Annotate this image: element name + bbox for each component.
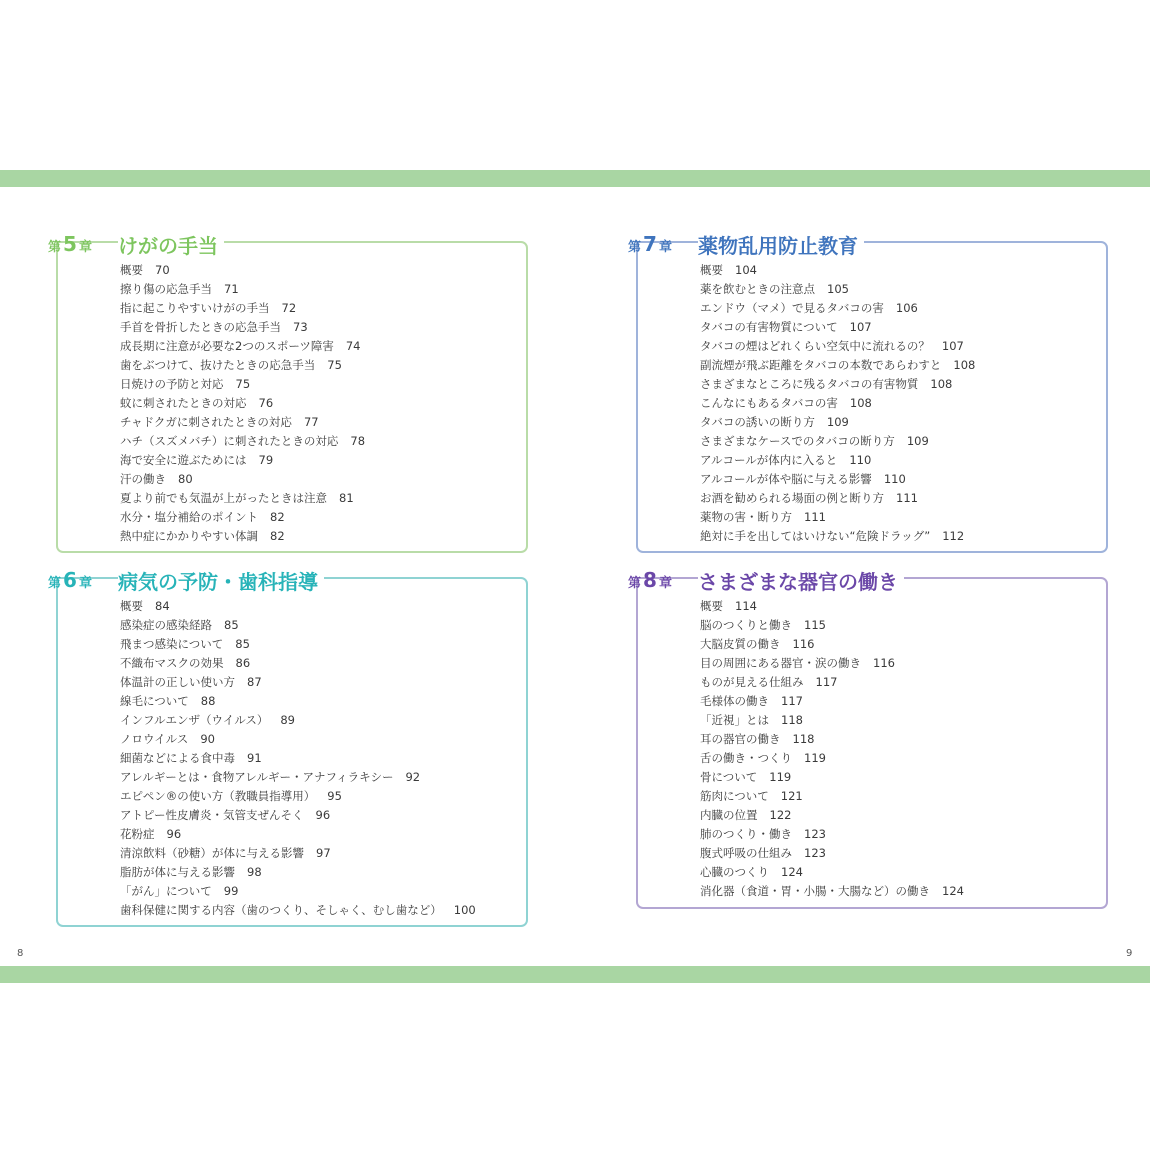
toc-entry-title: 蚊に刺されたときの対応: [120, 396, 247, 410]
toc-entry-title: 不織布マスクの効果: [120, 656, 224, 670]
toc-entry[interactable]: [700, 635, 964, 654]
toc-entry-title: 消化器（食道・胃・小腸・大腸など）の働き: [700, 884, 930, 898]
toc-entry-page: 117: [815, 675, 838, 689]
toc-entry-page: 114: [735, 599, 757, 613]
toc-entry-page: 92: [405, 770, 421, 784]
toc-entry-title: 心臓のつくり: [700, 865, 769, 879]
toc-entry-page: 85: [224, 618, 239, 632]
bottom-green-band: [0, 966, 1150, 983]
toc-entry-title: アレルギーとは・食物アレルギー・アナフィラキシー: [120, 770, 394, 784]
toc-entry-page: 121: [780, 789, 803, 803]
toc-entry-title: 指に起こりやすいけがの手当: [120, 301, 270, 315]
toc-entry-page: 72: [281, 301, 297, 315]
chapter-6-list: [120, 597, 476, 920]
toc-entry-page: 109: [906, 434, 929, 448]
toc-entry-title: 海で安全に遊ぶためには: [120, 453, 247, 467]
toc-entry-title: 「近視」とは: [700, 713, 769, 727]
toc-entry-page: 84: [155, 599, 170, 613]
toc-entry-title: アトピー性皮膚炎・気管支ぜんそく: [120, 808, 304, 822]
toc-entry-title: お酒を勧められる場面の例と断り方: [700, 491, 884, 505]
toc-entry-title: 目の周囲にある器官・涙の働き: [700, 656, 861, 670]
toc-entry-page: 116: [792, 637, 815, 651]
toc-entry-page: 82: [270, 529, 285, 543]
toc-entry-page: 76: [258, 396, 274, 410]
toc-entry[interactable]: [120, 730, 476, 749]
toc-entry[interactable]: [120, 806, 476, 825]
toc-entry-page: 79: [258, 453, 274, 467]
toc-entry-title: 線毛について: [120, 694, 189, 708]
chapter-suffix: 章: [658, 576, 672, 591]
toc-entry-title: タバコの煙はどれくらい空気中に流れるの？: [700, 339, 930, 353]
toc-entry-title: さまざまなケースでのタバコの断り方: [700, 434, 895, 448]
toc-entry-page: 109: [826, 415, 849, 429]
toc-entry-title: 細菌などによる食中毒: [120, 751, 235, 765]
toc-entry[interactable]: [120, 470, 365, 489]
toc-entry-page: 118: [781, 713, 803, 727]
toc-entry[interactable]: [120, 882, 476, 901]
toc-entry[interactable]: [120, 451, 365, 470]
toc-entry[interactable]: [120, 432, 365, 451]
toc-entry-page: 116: [873, 656, 895, 670]
toc-entry-page: 119: [769, 770, 792, 784]
toc-entry-page: 99: [223, 884, 239, 898]
toc-entry-page: 95: [327, 789, 342, 803]
toc-entry-title: 歯をぶつけて、抜けたときの応急手当: [120, 358, 316, 372]
toc-entry[interactable]: [120, 654, 476, 673]
toc-entry[interactable]: [700, 394, 975, 413]
toc-entry-page: 115: [804, 618, 826, 632]
toc-entry[interactable]: [120, 863, 476, 882]
toc-entry[interactable]: [120, 901, 476, 920]
toc-entry[interactable]: [700, 654, 964, 673]
toc-entry[interactable]: [120, 527, 365, 546]
toc-entry[interactable]: [700, 261, 975, 280]
chapter-7-label: [628, 232, 672, 256]
toc-entry[interactable]: [700, 730, 964, 749]
toc-entry-title: 「がん」について: [120, 884, 212, 898]
toc-entry[interactable]: [700, 356, 975, 375]
toc-entry-page: 110: [883, 472, 906, 486]
toc-entry[interactable]: [120, 616, 476, 635]
toc-entry-title: ハチ（スズメバチ）に刺されたときの対応: [120, 434, 339, 448]
toc-entry-title: 耳の器官の働き: [700, 732, 781, 746]
chapter-suffix: 章: [78, 240, 92, 255]
toc-entry-page: 108: [953, 358, 976, 372]
toc-entry-title: 清涼飲料（砂糖）が体に与える影響: [120, 846, 304, 860]
toc-entry-page: 100: [453, 903, 476, 917]
toc-entry[interactable]: [120, 844, 476, 863]
toc-entry[interactable]: [120, 508, 365, 527]
toc-entry-title: 概要: [120, 599, 143, 613]
toc-entry[interactable]: [700, 806, 964, 825]
page-number-left: 8: [17, 948, 24, 959]
toc-entry[interactable]: [700, 882, 964, 901]
toc-entry-title: 肺のつくり・働き: [700, 827, 792, 841]
toc-entry-page: 87: [247, 675, 262, 689]
top-green-band: [0, 170, 1150, 187]
toc-entry-title: さまざまなところに残るタバコの有害物質: [700, 377, 919, 391]
toc-entry[interactable]: [120, 280, 365, 299]
toc-entry-title: 手首を骨折したときの応急手当: [120, 320, 281, 334]
toc-entry-title: 大脳皮質の働き: [700, 637, 781, 651]
toc-entry[interactable]: [700, 280, 975, 299]
toc-entry-title: 内臓の位置: [700, 808, 758, 822]
toc-entry-title: 概要: [700, 263, 723, 277]
toc-entry-page: 123: [804, 827, 826, 841]
toc-entry-title: ノロウイルス: [120, 732, 189, 746]
toc-entry[interactable]: [120, 768, 476, 787]
toc-entry[interactable]: [700, 673, 964, 692]
toc-entry-page: 123: [804, 846, 826, 860]
toc-entry-page: 117: [781, 694, 803, 708]
toc-entry-page: 124: [781, 865, 803, 879]
toc-entry[interactable]: [700, 844, 964, 863]
toc-entry[interactable]: [700, 787, 964, 806]
toc-entry-page: 97: [316, 846, 331, 860]
toc-entry-title: ものが見える仕組み: [700, 675, 804, 689]
chapter-8-label: [628, 568, 672, 592]
toc-entry-title: 汗の働き: [120, 472, 166, 486]
toc-entry-page: 91: [247, 751, 262, 765]
toc-entry[interactable]: [700, 470, 975, 489]
toc-entry-page: 98: [247, 865, 262, 879]
toc-entry-title: 歯科保健に関する内容（歯のつくり、そしゃく、むし歯など）: [120, 903, 442, 917]
toc-entry[interactable]: [700, 597, 964, 616]
toc-entry[interactable]: [700, 863, 964, 882]
chapter-suffix: 章: [78, 576, 92, 591]
toc-entry-title: 感染症の感染経路: [120, 618, 212, 632]
toc-entry-title: 花粉症: [120, 827, 155, 841]
toc-entry-title: 副流煙が飛ぶ距離をタバコの本数であらわすと: [700, 358, 942, 372]
toc-entry[interactable]: [120, 692, 476, 711]
toc-entry-page: 104: [735, 263, 757, 277]
toc-entry-page: 81: [339, 491, 354, 505]
toc-entry[interactable]: [700, 337, 975, 356]
chapter-number: 7: [643, 232, 657, 256]
chapter-prefix: 第: [628, 240, 642, 255]
toc-entry-title: こんなにもあるタバコの害: [700, 396, 838, 410]
page-number-right: 9: [1126, 948, 1133, 959]
toc-entry[interactable]: [700, 508, 975, 527]
toc-entry-title: 体温計の正しい使い方: [120, 675, 235, 689]
toc-entry-page: 74: [345, 339, 361, 353]
toc-entry-title: 水分・塩分補給のポイント: [120, 510, 258, 524]
toc-entry-page: 105: [827, 282, 849, 296]
chapter-prefix: 第: [48, 576, 62, 591]
toc-entry-title: 薬を飲むときの注意点: [700, 282, 815, 296]
toc-entry-title: チャドクガに刺されたときの対応: [120, 415, 292, 429]
toc-entry-page: 112: [942, 529, 965, 543]
toc-entry[interactable]: [120, 597, 476, 616]
toc-entry[interactable]: [700, 489, 975, 508]
toc-entry-page: 108: [849, 396, 872, 410]
toc-entry[interactable]: [120, 356, 365, 375]
toc-entry[interactable]: [700, 749, 964, 768]
toc-entry-page: 111: [896, 491, 918, 505]
toc-entry[interactable]: [120, 635, 476, 654]
toc-entry[interactable]: [700, 318, 975, 337]
toc-entry[interactable]: [700, 451, 975, 470]
toc-entry-title: 日焼けの予防と対応: [120, 377, 224, 391]
chapter-6-title[interactable]: 病気の予防・歯科指導: [118, 566, 324, 595]
toc-entry-page: 89: [280, 713, 295, 727]
toc-entry[interactable]: [120, 299, 365, 318]
toc-entry[interactable]: [120, 318, 365, 337]
toc-entry-page: 70: [155, 263, 170, 277]
toc-entry[interactable]: [120, 749, 476, 768]
toc-entry-page: 82: [270, 510, 285, 524]
toc-entry[interactable]: [700, 432, 975, 451]
toc-entry[interactable]: [700, 299, 975, 318]
toc-entry[interactable]: [120, 337, 365, 356]
chapter-prefix: 第: [48, 240, 62, 255]
toc-entry-page: 75: [327, 358, 342, 372]
toc-entry[interactable]: [700, 711, 964, 730]
toc-entry-title: 舌の働き・つくり: [700, 751, 792, 765]
toc-entry-title: 概要: [700, 599, 723, 613]
toc-entry-title: アルコールが体内に入ると: [700, 453, 838, 467]
toc-entry-title: 絶対に手を出してはいけない“危険ドラッグ”: [700, 529, 931, 543]
toc-entry[interactable]: [120, 787, 476, 806]
toc-entry-title: タバコの有害物質について: [700, 320, 838, 334]
toc-entry[interactable]: [700, 616, 964, 635]
toc-entry-page: 96: [315, 808, 331, 822]
chapter-prefix: 第: [628, 576, 642, 591]
toc-entry-page: 73: [293, 320, 308, 334]
toc-entry-title: 概要: [120, 263, 143, 277]
toc-entry[interactable]: [700, 413, 975, 432]
toc-entry-page: 71: [224, 282, 239, 296]
toc-entry[interactable]: [120, 394, 365, 413]
toc-entry-title: インフルエンザ（ウイルス）: [120, 713, 269, 727]
toc-entry-page: 88: [200, 694, 216, 708]
toc-entry[interactable]: [700, 527, 975, 546]
toc-entry[interactable]: [120, 413, 365, 432]
toc-entry[interactable]: [120, 673, 476, 692]
chapter-8-list: [700, 597, 964, 901]
toc-entry-title: 飛まつ感染について: [120, 637, 224, 651]
toc-entry-title: タバコの誘いの断り方: [700, 415, 815, 429]
toc-entry-page: 85: [235, 637, 250, 651]
chapter-8-title[interactable]: さまざまな器官の働き: [698, 566, 904, 595]
toc-entry-page: 75: [235, 377, 251, 391]
toc-entry-page: 107: [849, 320, 872, 334]
toc-entry-title: 腹式呼吸の仕組み: [700, 846, 792, 860]
toc-entry-page: 122: [769, 808, 792, 822]
chapter-5-label: [48, 232, 92, 256]
toc-entry-page: 78: [350, 434, 366, 448]
chapter-7-list: [700, 261, 975, 546]
toc-entry-title: エンドウ（マメ）で見るタバコの害: [700, 301, 884, 315]
toc-entry-title: 薬物の害・断り方: [700, 510, 792, 524]
chapter-5-title[interactable]: けがの手当: [118, 230, 224, 259]
toc-entry-page: 111: [804, 510, 826, 524]
toc-entry-title: 骨について: [700, 770, 758, 784]
toc-entry-page: 118: [792, 732, 815, 746]
toc-entry[interactable]: [120, 825, 476, 844]
toc-entry[interactable]: [700, 375, 975, 394]
toc-entry-title: アルコールが体や脳に与える影響: [700, 472, 872, 486]
chapter-5-list: [120, 261, 365, 546]
toc-entry-title: 毛様体の働き: [700, 694, 769, 708]
toc-entry-title: 擦り傷の応急手当: [120, 282, 212, 296]
toc-entry-page: 119: [804, 751, 826, 765]
toc-entry[interactable]: [700, 825, 964, 844]
toc-entry-title: エピペン®の使い方（教職員指導用）: [120, 789, 316, 803]
toc-entry-page: 124: [942, 884, 964, 898]
toc-entry[interactable]: [120, 261, 365, 280]
chapter-number: 5: [63, 232, 77, 256]
toc-entry-page: 96: [166, 827, 182, 841]
chapter-number: 6: [63, 568, 77, 592]
toc-entry-page: 106: [895, 301, 918, 315]
chapter-7-title[interactable]: 薬物乱用防止教育: [698, 230, 864, 259]
toc-entry-title: 脂肪が体に与える影響: [120, 865, 235, 879]
toc-entry-page: 77: [303, 415, 319, 429]
toc-entry-title: 脳のつくりと働き: [700, 618, 792, 632]
chapter-6-label: [48, 568, 92, 592]
toc-entry[interactable]: [700, 692, 964, 711]
toc-entry-title: 夏より前でも気温が上がったときは注意: [120, 491, 327, 505]
toc-entry[interactable]: [120, 375, 365, 394]
toc-entry-title: 熱中症にかかりやすい体調: [120, 529, 258, 543]
chapter-number: 8: [643, 568, 657, 592]
toc-entry-page: 86: [235, 656, 251, 670]
toc-entry[interactable]: [120, 711, 476, 730]
toc-entry-page: 110: [849, 453, 872, 467]
toc-entry-title: 成長期に注意が必要な2つのスポーツ障害: [120, 339, 334, 353]
toc-entry-page: 90: [200, 732, 215, 746]
chapter-suffix: 章: [658, 240, 672, 255]
toc-entry-title: 筋肉について: [700, 789, 769, 803]
toc-entry[interactable]: [120, 489, 365, 508]
toc-entry-page: 107: [941, 339, 964, 353]
toc-entry-page: 108: [930, 377, 953, 391]
toc-entry[interactable]: [700, 768, 964, 787]
toc-entry-page: 80: [178, 472, 193, 486]
